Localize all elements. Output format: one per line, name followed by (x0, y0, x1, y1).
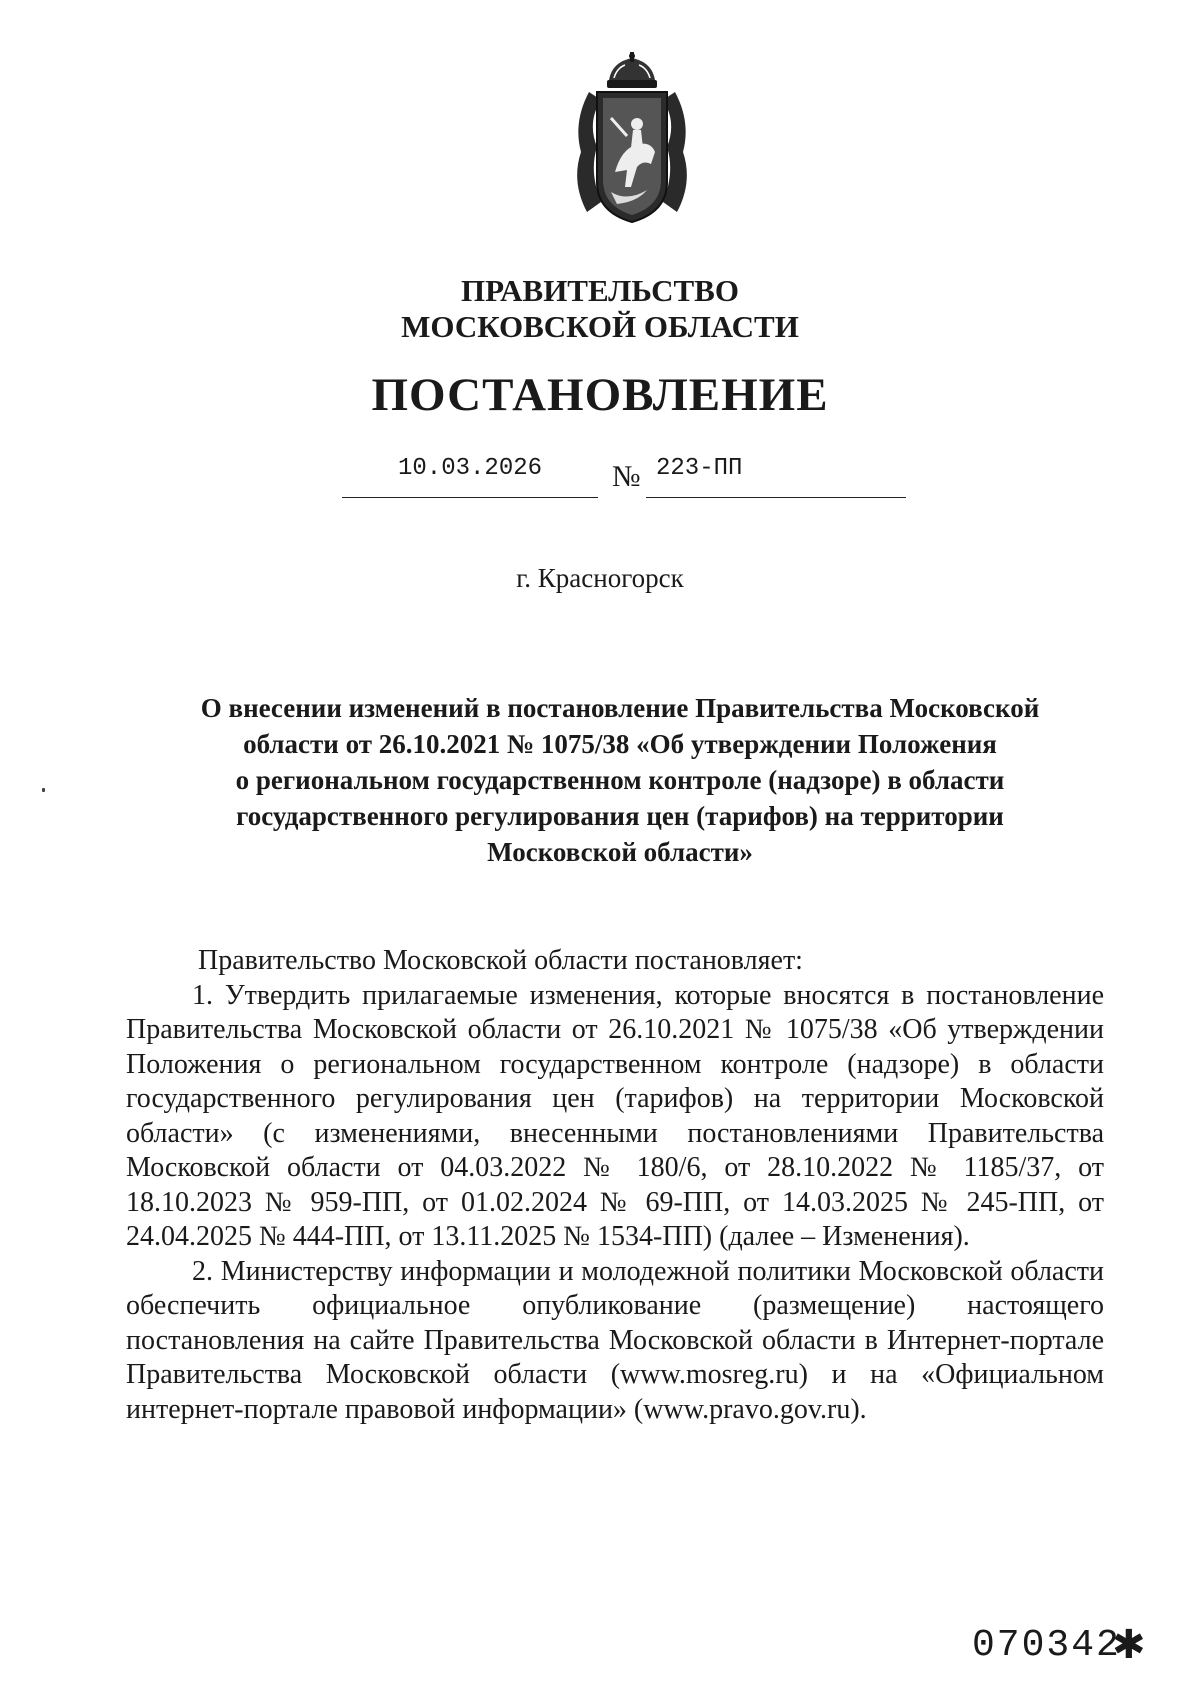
title-line: государственного регулирования цен (тарифов) на территории (236, 801, 1004, 831)
serial-number: 070342 (972, 1624, 1121, 1667)
document-date: 10.03.2026 (398, 455, 543, 482)
coat-of-arms-emblem (567, 52, 697, 227)
title-line: о региональном государственном контроле (надзоре) в области (235, 765, 1005, 795)
paragraph-2: 2. Министерству информации и молодежной политики Московской области обеспечить официальное опубликование (размещение) настоящего постановления на сайте Правительства Московской области в Интернет-портале Правительства Московской области (www.mosreg.ru) и на «Официальном интернет-портале правовой информации» (www.pravo.gov.ru). (126, 1255, 1104, 1425)
title-line: области от 26.10.2021 № 1075/38 «Об утверждении Положения (243, 729, 997, 759)
government-name-line2: МОСКОВСКОЙ ОБЛАСТИ (401, 309, 799, 344)
date-underline (342, 497, 598, 498)
document-body (126, 944, 1104, 1427)
scan-speck (42, 788, 45, 792)
star-icon: ✱ (1112, 1622, 1146, 1668)
number-sign: № (612, 460, 641, 493)
resolution-intro: Правительство Московской области постановляет: (198, 945, 803, 976)
number-underline (646, 497, 906, 498)
document-type-heading: ПОСТАНОВЛЕНИЕ (371, 369, 829, 421)
government-name-line1: ПРАВИТЕЛЬСТВО (461, 273, 739, 308)
title-line: Московской области» (487, 837, 753, 867)
document-number: 223-ПП (656, 455, 743, 482)
paragraph-1: 1. Утвердить прилагаемые изменения, которые вносятся в постановление Правительства Московской области от 26.10.2021 № 1075/38 «Об утверждении Положения о региональном государственном контроле (надзоре) в области государственного регулирования цен (тарифов) на территории Московской области» (с изменениями, внесенными постановлениями Правительства Московской области от 04.03.2022 № 180/6, от 28.10.2022 № 1185/37, от 18.10.2023 № 959-ПП, от 01.02.2024 № 69-ПП, от 14.03.2025 № 245-ПП, от 24.04.2025 № 444-ПП, от 13.11.2025 № 1534-ПП) (далее – Изменения). (126, 979, 1104, 1252)
title-line: О внесении изменений в постановление Правительства Московской (200, 693, 1040, 723)
city-name: г. Красногорск (516, 563, 684, 593)
document-title (160, 690, 1080, 870)
